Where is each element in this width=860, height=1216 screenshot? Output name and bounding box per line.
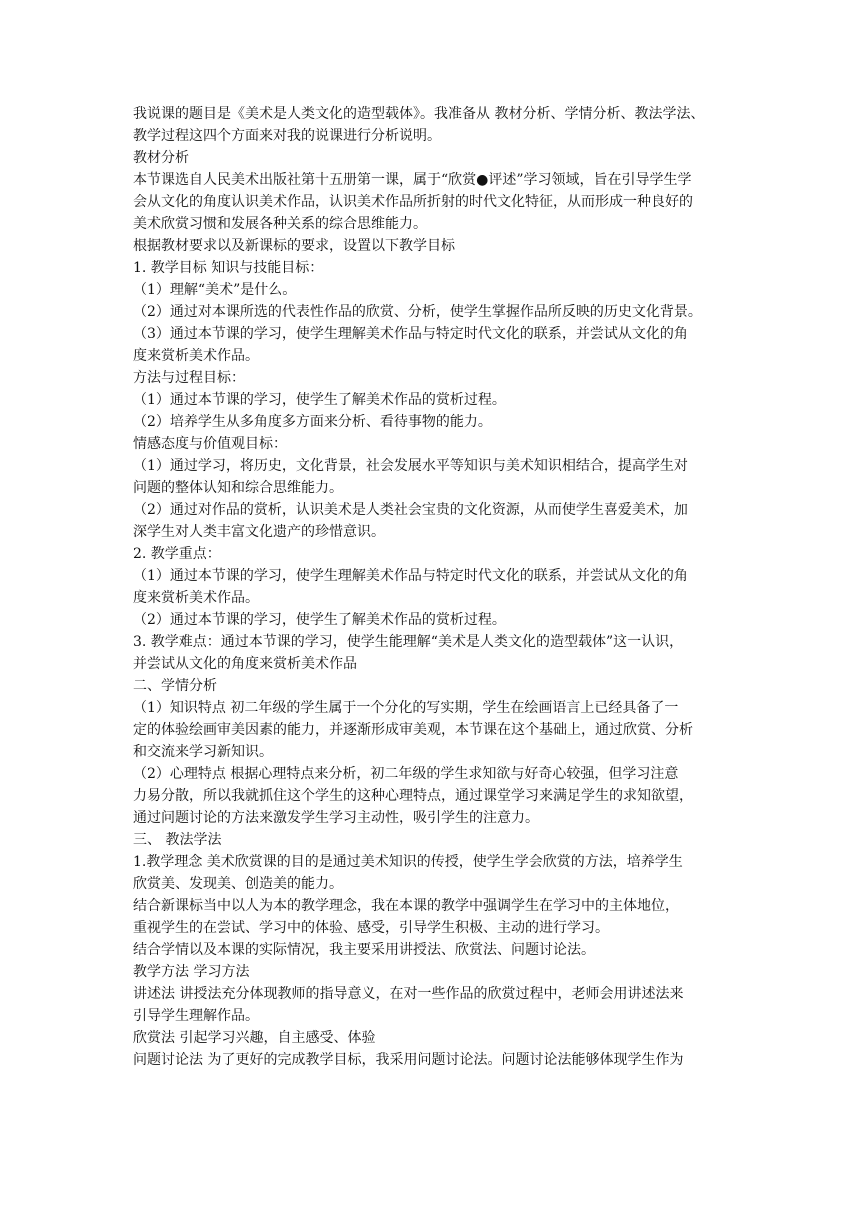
text-line: （3）通过本节课的学习，使学生理解美术作品与特定时代文化的联系，并尝试从文化的角 [133,326,688,342]
text-line: 重视学生的在尝试、学习中的体验、感受，引导学生积极、主动的进行学习。 [133,920,609,936]
text-line: （1）通过学习，将历史，文化背景，社会发展水平等知识与美术知识相结合，提高学生对 [133,458,688,474]
text-line: 我说课的题目是《美术是人类文化的造型载体》。我准备从 教材分析、学情分析、教法学法、 [133,106,705,122]
text-line: 美术欣赏习惯和发展各种关系的综合思维能力。 [133,216,427,232]
text-line: （2）通过本节课的学习，使学生了解美术作品的赏析过程。 [133,612,506,628]
text-line: 问题的整体认知和综合思维能力。 [133,480,343,496]
text-line: 会从文化的角度认识美术作品，认识美术作品所折射的时代文化特征，从而形成一种良好的 [133,194,693,210]
text-line: （2）通过对作品的赏析，认识美术是人类社会宝贵的文化资源，从而使学生喜爱美术，加 [133,502,688,518]
text-line: 结合学情以及本课的实际情况，我主要采用讲授法、欣赏法、问题讨论法。 [133,942,595,958]
text-line: 度来赏析美术作品。 [133,590,259,606]
text-line: 和交流来学习新知识。 [133,744,273,760]
text-line: （1）通过本节课的学习，使学生理解美术作品与特定时代文化的联系，并尝试从文化的角 [133,568,688,584]
text-line: 2. 教学重点： [133,546,221,562]
text-line: 欣赏法 引起学习兴趣，自主感受、体验 [133,1030,376,1046]
text-line: 3. 教学难点：通过本节课的学习，使学生能理解“美术是人类文化的造型载体”这一认识， [133,634,684,650]
text-line: 结合新课标当中以人为本的教学理念，我在本课的教学中强调学生在学习中的主体地位， [133,898,679,914]
section-heading: 三、 教法学法 [133,832,222,848]
text-line: 欣赏美、发现美、创造美的能力。 [133,876,343,892]
text-line: 深学生对人类丰富文化遗产的珍惜意识。 [133,524,385,540]
section-heading: 教材分析 [133,150,189,166]
text-line: （1）理解“美术”是什么。 [133,282,297,298]
text-line: （1）知识特点 初二年级的学生属于一个分化的写实期，学生在绘画语言上已经具备了一 [133,700,679,716]
text-line: 引导学生理解作品。 [133,1008,259,1024]
text-line: 度来赏析美术作品。 [133,348,259,364]
text-line: （2）心理特点 根据心理特点来分析，初二年级的学生求知欲与好奇心较强，但学习注意 [133,766,679,782]
text-line: 讲述法 讲授法充分体现教师的指导意义，在对一些作品的欣赏过程中，老师会用讲述法来 [133,986,684,1002]
text-line: 根据教材要求以及新课标的要求，设置以下教学目标 [133,238,455,254]
text-line: （2）培养学生从多角度多方面来分析、看待事物的能力。 [133,414,492,430]
text-line: 方法与过程目标： [133,370,245,386]
section-heading: 二、学情分析 [133,678,217,694]
text-line: 教学过程这四个方面来对我的说课进行分析说明。 [133,128,441,144]
text-line: 本节课选自人民美术出版社第十五册第一课，属于“欣赏●评述”学习领域，旨在引导学生学 [133,172,692,188]
text-line: （2）通过对本课所选的代表性作品的欣赏、分析，使学生掌握作品所反映的历史文化背景。 [133,304,702,320]
text-line: 问题讨论法 为了更好的完成教学目标，我采用问题讨论法。问题讨论法能够体现学生作为 [133,1052,684,1068]
document-body [133,103,733,1071]
text-line: 1. 教学目标 知识与技能目标： [133,260,324,276]
text-line: 教学方法 学习方法 [133,964,250,980]
text-line: 并尝试从文化的角度来赏析美术作品 [133,656,357,672]
text-line: （1）通过本节课的学习，使学生了解美术作品的赏析过程。 [133,392,506,408]
text-line: 1.教学理念 美术欣赏课的目的是通过美术知识的传授，使学生学会欣赏的方法，培养学生 [133,854,683,870]
text-line: 力易分散，所以我就抓住这个学生的这种心理特点，通过课堂学习来满足学生的求知欲望， [133,788,693,804]
text-line: 通过问题讨论的方法来激发学生学习主动性，吸引学生的注意力。 [133,810,539,826]
text-line: 情感态度与价值观目标： [133,436,287,452]
text-line: 定的体验绘画审美因素的能力，并逐渐形成审美观，本节课在这个基础上，通过欣赏、分析 [133,722,693,738]
